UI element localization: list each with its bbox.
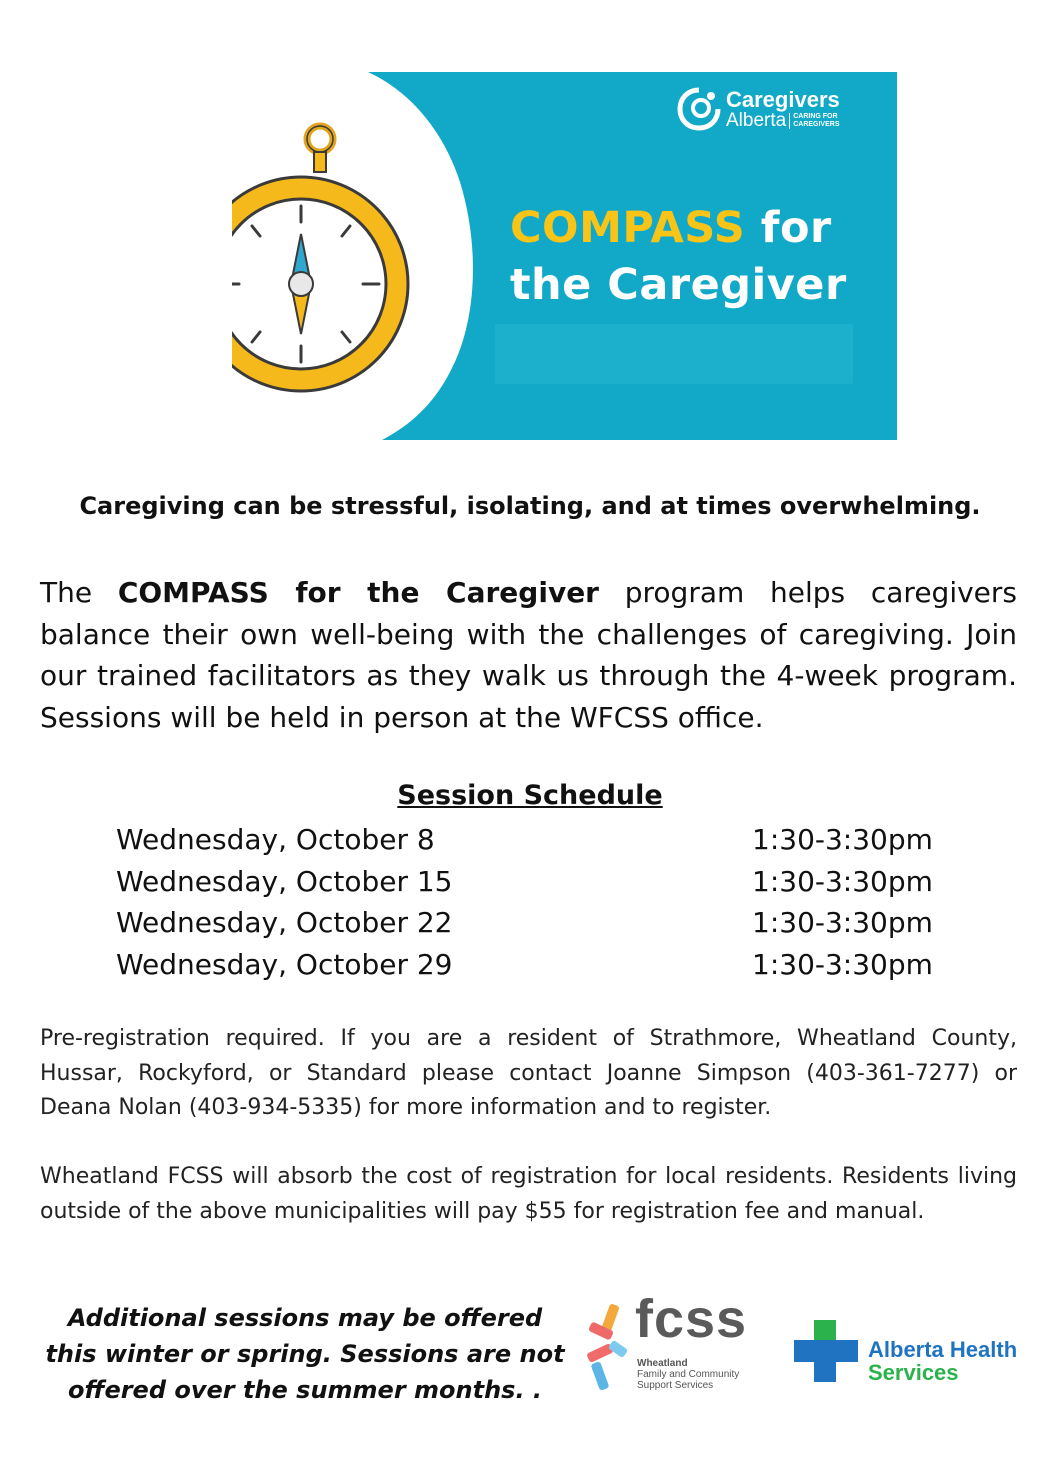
ahs-cross-icon bbox=[794, 1320, 858, 1382]
schedule-heading: Session Schedule bbox=[397, 780, 663, 811]
fcss-wordmark: fcss bbox=[635, 1289, 748, 1349]
fcss-sub-line2: Family and Community bbox=[637, 1369, 740, 1380]
schedule-day: Wednesday, October 8 bbox=[116, 823, 435, 856]
schedule-day: Wednesday, October 22 bbox=[116, 906, 453, 939]
ahs-line2: Services bbox=[868, 1360, 959, 1385]
ahs-line1: Alberta Health bbox=[868, 1337, 1018, 1362]
brand-name: Caregivers bbox=[726, 86, 840, 112]
banner-title bbox=[510, 200, 880, 314]
brand-sub: Alberta bbox=[726, 109, 787, 131]
brand-tagline: CARING FOR CAREGIVERS bbox=[789, 113, 839, 129]
intro-program-name: COMPASS for the Caregiver bbox=[117, 576, 599, 609]
fcss-logo-icon bbox=[585, 1302, 631, 1394]
schedule-row bbox=[116, 945, 946, 985]
intro-body: program helps caregivers balance their own well-being with the challenges of caregiving. Join our trained facilitators as they walk us through the 4-week program. Sessions will be held in person at the WFCSS office. bbox=[40, 576, 1017, 734]
schedule-time: 1:30-3:30pm bbox=[752, 906, 933, 939]
closing-note: Additional sessions may be offered this winter or spring. Sessions are not offered over the summer months. . bbox=[45, 1304, 565, 1404]
schedule-time: 1:30-3:30pm bbox=[752, 865, 933, 898]
tagline: Caregiving can be stressful, isolating, and at times overwhelming. bbox=[79, 492, 981, 520]
intro-paragraph bbox=[40, 572, 1017, 738]
alberta-health-services-logo bbox=[794, 1320, 1024, 1384]
schedule-row bbox=[116, 903, 946, 943]
schedule-row bbox=[116, 820, 946, 860]
schedule-day: Wednesday, October 29 bbox=[116, 948, 453, 981]
schedule-time: 1:30-3:30pm bbox=[752, 823, 933, 856]
ahs-name bbox=[868, 1338, 1017, 1384]
intro-lead: The bbox=[40, 576, 118, 609]
registration-paragraph: Pre-registration required. If you are a resident of Strathmore, Wheatland County, Hussar, Rockyford, or Standard please contact Joanne Simpson (403-361-7277) or Deana Nolan (403-934-5335) for more information and to register. bbox=[40, 1026, 1017, 1120]
banner-title-line2: the Caregiver bbox=[510, 260, 847, 310]
schedule-time: 1:30-3:30pm bbox=[752, 948, 933, 981]
banner-title-accent: COMPASS bbox=[510, 203, 746, 253]
fcss-sub-line3: Support Services bbox=[637, 1380, 714, 1391]
banner-title-rest: for bbox=[745, 203, 832, 253]
caregivers-alberta-logo bbox=[676, 86, 840, 132]
caregivers-logo-icon bbox=[676, 86, 722, 132]
banner bbox=[232, 72, 897, 440]
schedule-day: Wednesday, October 15 bbox=[116, 865, 453, 898]
schedule-row bbox=[116, 862, 946, 902]
fcss-subtitle bbox=[637, 1358, 767, 1391]
cost-paragraph: Wheatland FCSS will absorb the cost of registration for local residents. Residents living outside of the above municipalities will pay $55 for registration fee and manual. bbox=[40, 1164, 1017, 1224]
fcss-sub-line1: Wheatland bbox=[637, 1358, 688, 1369]
fcss-logo bbox=[585, 1289, 765, 1396]
banner-placeholder-box bbox=[495, 324, 853, 384]
